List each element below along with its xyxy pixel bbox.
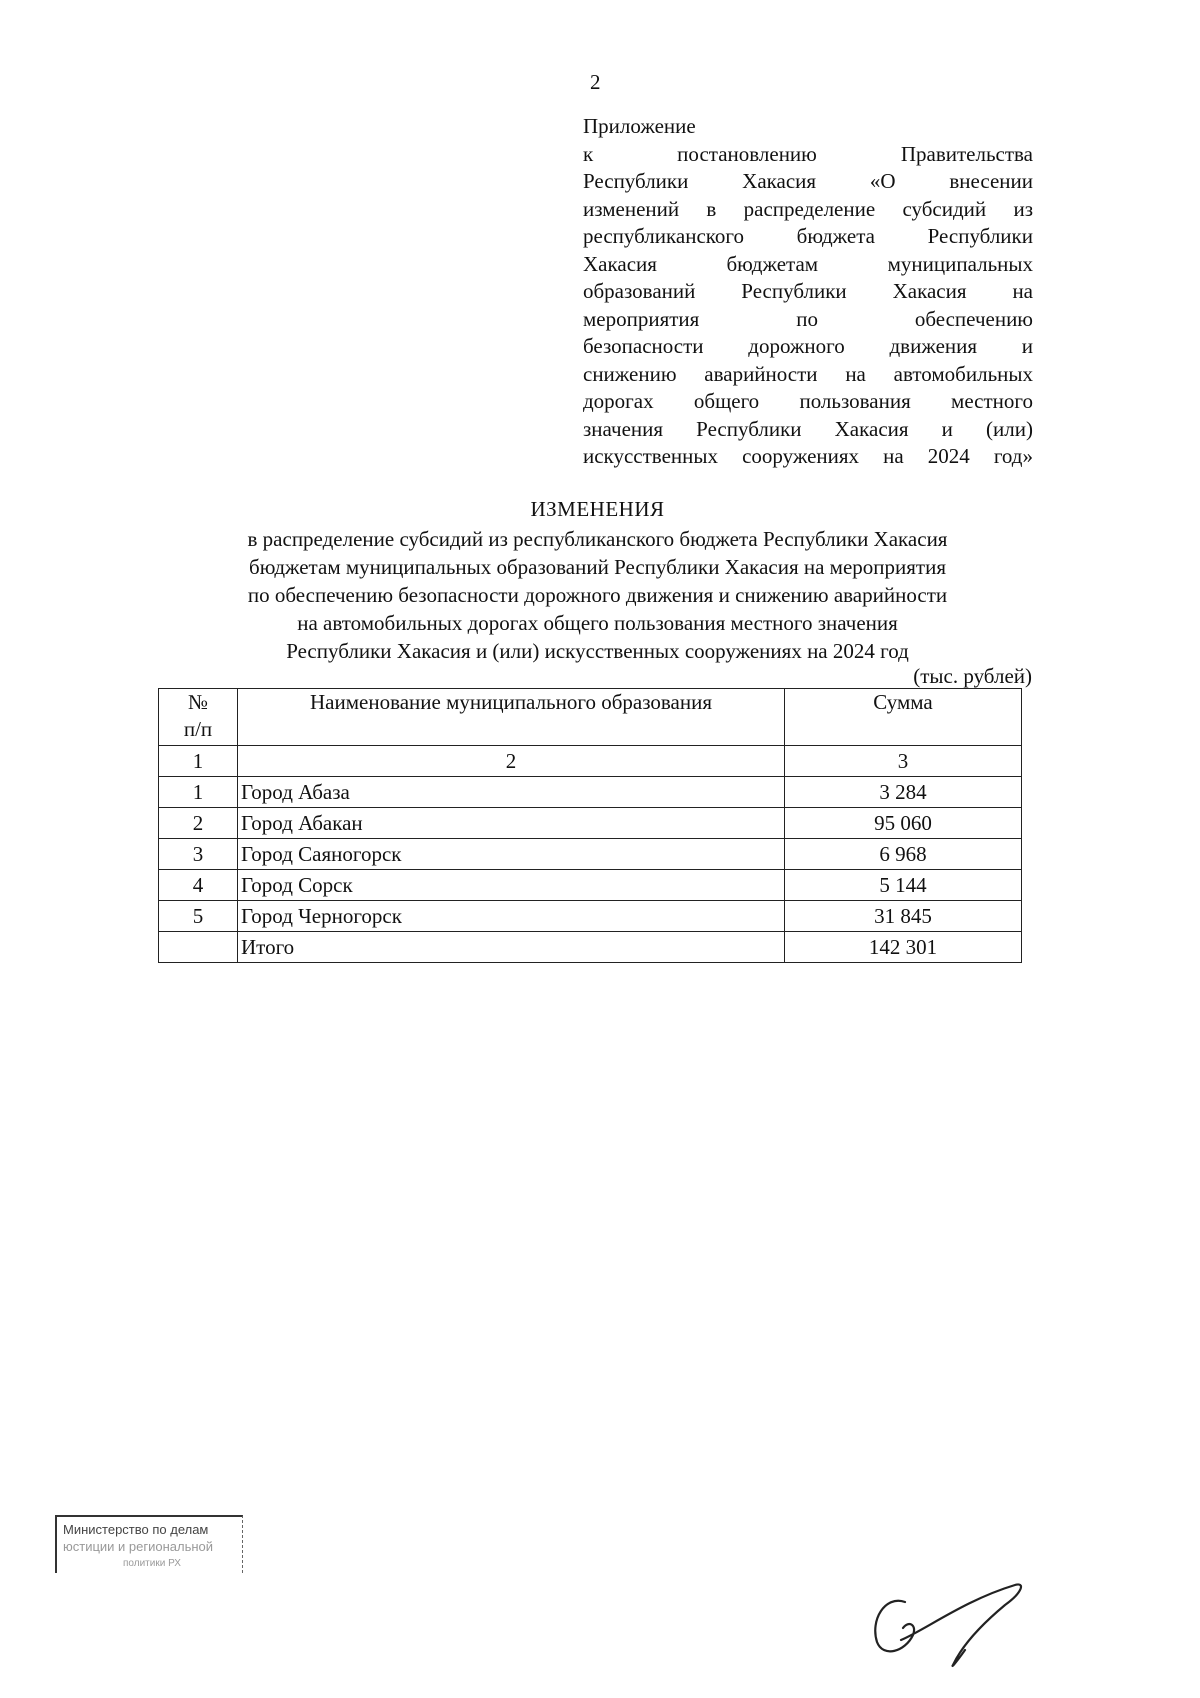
subsidy-table [158, 688, 1022, 963]
appendix-line: значения Республики Хакасия и (или) [583, 416, 1033, 441]
total-number [159, 932, 238, 963]
row-number: 5 [159, 901, 238, 932]
column-number-row [159, 746, 1022, 777]
row-sum: 31 845 [785, 901, 1022, 932]
appendix-line: Республики Хакасия «О внесении [583, 169, 1033, 193]
row-name: Город Саяногорск [238, 839, 785, 870]
appendix-line: мероприятия по обеспечению [583, 306, 1033, 331]
table-row [159, 777, 1022, 808]
table-header-row [159, 689, 1022, 746]
header-name: Наименование муниципального образования [238, 689, 785, 746]
registration-stamp [55, 1515, 243, 1573]
appendix-line: республиканского бюджета Республики [583, 224, 1033, 248]
row-name: Город Абаза [238, 777, 785, 808]
appendix-line: образований Республики Хакасия на [583, 279, 1033, 303]
page-number: 2 [590, 70, 601, 94]
row-sum: 3 284 [785, 777, 1022, 808]
appendix-line: Приложение [583, 114, 696, 138]
total-sum: 142 301 [785, 932, 1022, 963]
appendix-heading [583, 113, 1033, 471]
appendix-line: искусственных сооружениях на 2024 год» [583, 444, 1033, 468]
row-number: 4 [159, 870, 238, 901]
document-title: ИЗМЕНЕНИЯ [530, 497, 665, 521]
stamp-line: Министерство по делам [63, 1522, 209, 1537]
row-name: Город Черногорск [238, 901, 785, 932]
column-number: 1 [159, 746, 238, 777]
header-sum: Сумма [785, 689, 1022, 746]
header-number: № п/п [159, 689, 238, 746]
row-sum: 5 144 [785, 870, 1022, 901]
signature [865, 1580, 1035, 1670]
appendix-line: снижению аварийности на автомобильных [583, 361, 1033, 386]
total-row [159, 932, 1022, 963]
subtitle-line: на автомобильных дорогах общего пользования местного значения [297, 611, 898, 635]
column-number: 3 [785, 746, 1022, 777]
stamp-line: политики РХ [123, 1558, 181, 1569]
document-subtitle [0, 525, 1195, 665]
appendix-line: безопасности дорожного движения и [583, 334, 1033, 358]
subtitle-line: в распределение субсидий из республиканского бюджета Республики Хакасия [247, 527, 948, 551]
row-name: Город Сорск [238, 870, 785, 901]
subtitle-line: бюджетам муниципальных образований Республики Хакасия на мероприятия [249, 555, 946, 579]
stamp-line: юстиции и региональной [63, 1539, 214, 1554]
header-number-sub: п/п [183, 717, 213, 741]
appendix-line: к постановлению Правительства [583, 141, 1033, 166]
row-number: 1 [159, 777, 238, 808]
subtitle-line: Республики Хакасия и (или) искусственных сооружениях на 2024 год [286, 639, 909, 663]
table-row [159, 870, 1022, 901]
row-number: 2 [159, 808, 238, 839]
column-number: 2 [238, 746, 785, 777]
units-label: (тыс. рублей) [913, 664, 1032, 688]
subtitle-line: по обеспечению безопасности дорожного движения и снижению аварийности [247, 583, 948, 607]
row-sum: 95 060 [785, 808, 1022, 839]
appendix-line: Хакасия бюджетам муниципальных [583, 251, 1033, 276]
row-sum: 6 968 [785, 839, 1022, 870]
row-name: Город Абакан [238, 808, 785, 839]
table-row [159, 839, 1022, 870]
total-label: Итого [238, 932, 785, 963]
table-row [159, 901, 1022, 932]
table-row [159, 808, 1022, 839]
appendix-line: дорогах общего пользования местного [583, 389, 1033, 413]
row-number: 3 [159, 839, 238, 870]
appendix-line: изменений в распределение субсидий из [583, 196, 1033, 221]
